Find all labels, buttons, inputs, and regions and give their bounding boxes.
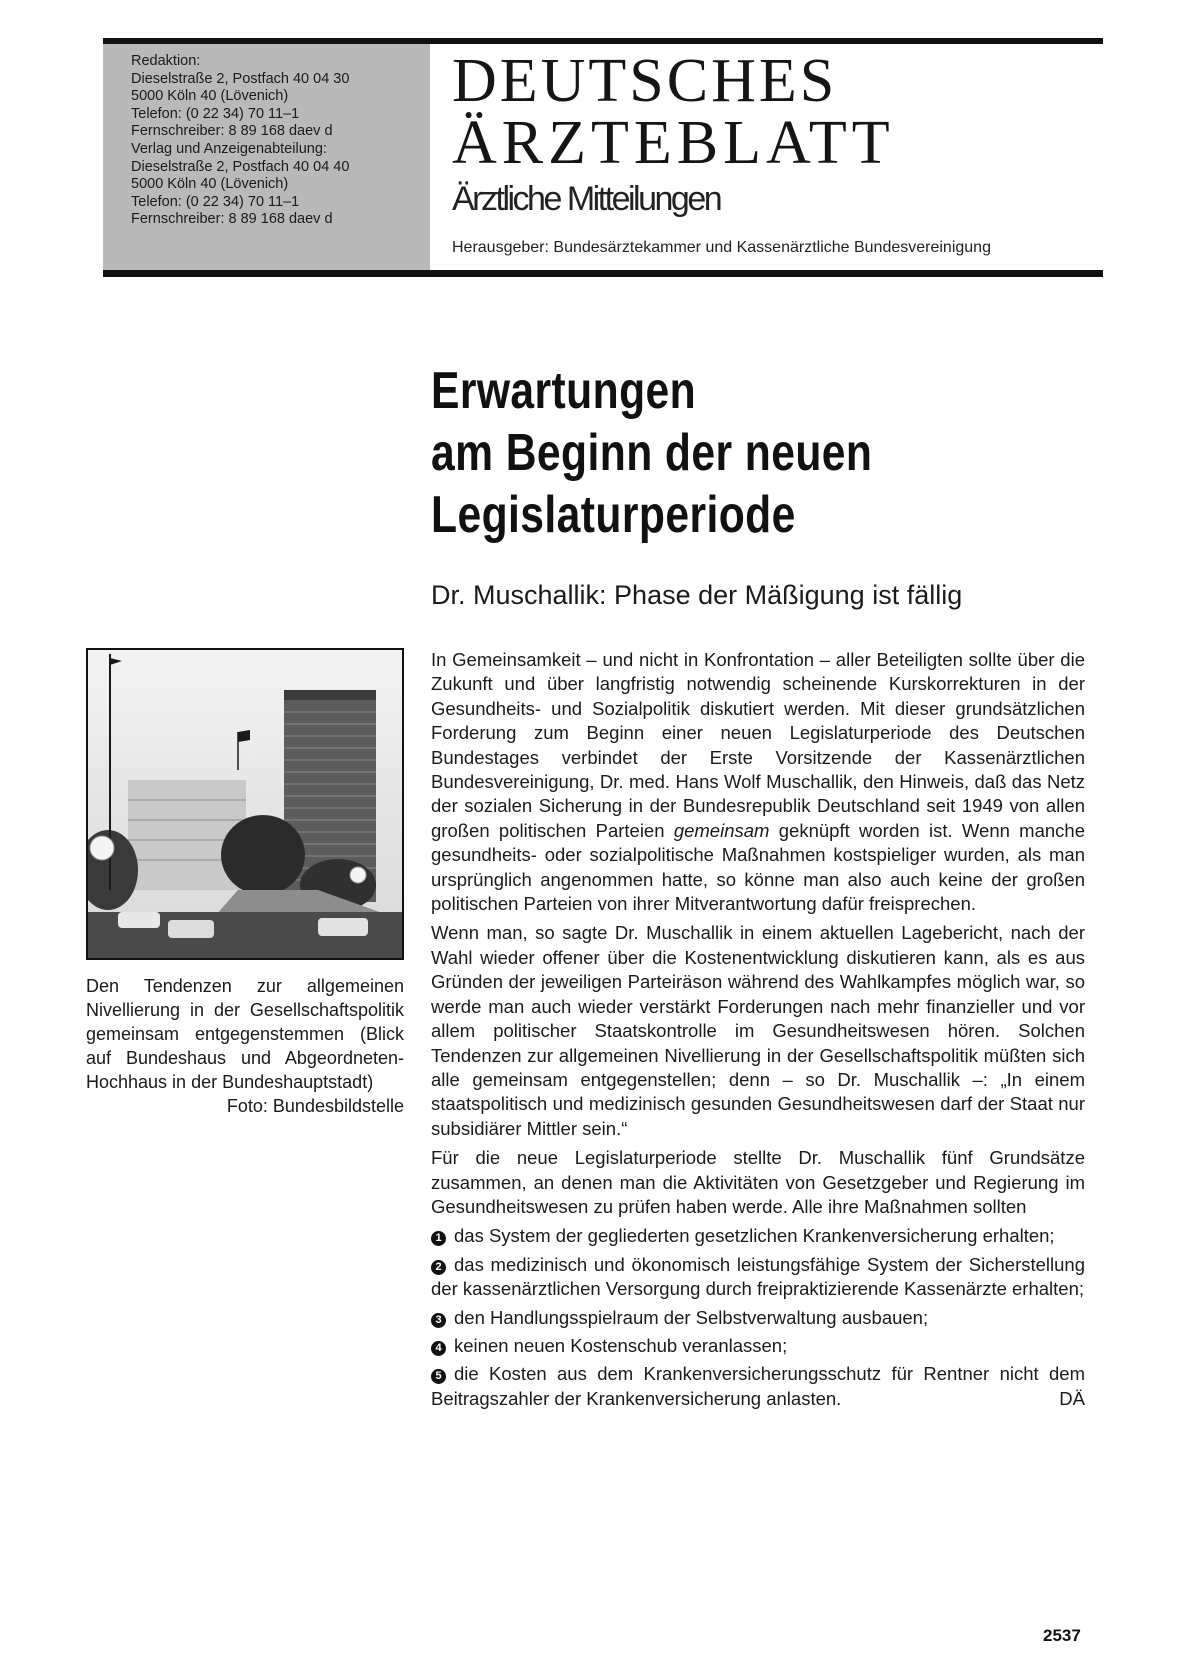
author-signature: DÄ [1059,1387,1085,1409]
address-line: Dieselstraße 2, Postfach 40 04 30 [131,70,350,87]
paragraph: Wenn man, so sagte Dr. Muschallik in einem aktuellen Lagebericht, nach der Wahl wieder offener über die Kostenentwicklung diskutieren kann, als es aus Gründen der jeweiligen Parteiräson während des Wahlkampfes möglich war, so werde man auch wieder verstärkt Forderungen nach mehr finanzieller und vor allem politischer Staatskontrolle im Gesundheitswesen hören. Solchen Tendenzen zur allgemeinen Nivellierung in der Gesellschaftspolitik müßten sich alle gemeinsam entgegenstellen; denn – so Dr. Muschallik –: „In einem staatspolitisch und medizinisch gesunden Gesundheitswesen darf der Staat nur subsidiärer Mittler sein.“ [431,922,1085,1139]
list-number-badge: 4 [431,1341,446,1356]
address-line: Telefon: (0 22 34) 70 11–1 [131,105,300,122]
address-line: Fernschreiber: 8 89 168 daev d [131,211,333,228]
list-item [431,1306,1085,1330]
journal-subtitle: Ärztliche Mitteilungen [452,180,721,218]
journal-title [452,47,1112,177]
headline-line: am Beginn der neuen [431,424,873,482]
paragraph-text: In Gemeinsamkeit – und nicht in Konfrontation – aller Beteiligten sollte über die Zukunft und über langfristig notwendig scheinende Kurskorrekturen in der Gesundheits- und Sozialpolitik diskutiert werden. Mit dieser grundsätzlichen Forderung zum Beginn einer neuen Legislaturperiode des Deutschen Bundestages verbindet der Erste Vorsitzende der Kassenärztlichen Bundesvereinigung, Dr. med. Hans Wolf Muschallik, den Hinweis, daß das Netz der sozialen Sicherung in der Bundesrepublik Deutschland seit 1949 von allen großen politischen Parteien [431,649,1085,841]
address-line: Verlag und Anzeigenabteilung: [131,140,327,157]
paragraph: Für die neue Legislaturperiode stellte Dr. Muschallik fünf Grundsätze zusammen, an denen man die Aktivitäten von Gesetzgeber und Regierung im Gesundheitswesen zu prüfen haben werde. Alle ihre Maßnahmen sollten [431,1147,1085,1217]
address-line: 5000 Köln 40 (Lövenich) [131,176,289,193]
list-item-text: die Kosten aus dem Krankenversicherungsschutz für Rentner nicht dem Beitragszahler der Krankenversicherung anlasten. [431,1363,1085,1409]
paragraph-text: geknüpft worden ist. Wenn manche gesundheits- oder sozialpolitische Maßnahmen kostspieliger wurden, als man ursprünglich angenommen hatte, so könne man also auch keine der großen politischen Parteien von ihrer Mitverantwortung dafür freisprechen. [431,819,1086,915]
list-item-text: das System der gegliederten gesetzlichen Krankenversicherung erhalten; [454,1225,1055,1247]
list-item [431,1362,1085,1411]
address-line: Telefon: (0 22 34) 70 11–1 [131,193,300,210]
headline-line: Erwartungen [431,362,697,420]
address-line: Redaktion: [131,53,201,69]
masthead-bottom-rule [103,270,1103,277]
address-line: 5000 Köln 40 (Lövenich) [131,88,289,105]
list-item [431,1224,1085,1248]
article-subheadline: Dr. Muschallik: Phase der Mäßigung ist fällig [431,580,963,610]
list-item [431,1334,1085,1358]
publisher-line: Herausgeber: Bundesärztekammer und Kassenärztliche Bundesvereinigung [452,239,991,256]
article-headline [431,360,939,546]
emphasis-text: gemeinsam [673,819,770,841]
list-item-text: das medizinisch und ökonomisch leistungsfähige System der Sicherstellung der kassenärztlichen Versorgung durch freipraktizierende Kassenärzte erhalten; [431,1253,1085,1300]
list-item [431,1253,1085,1302]
list-item-text: den Handlungsspielraum der Selbstverwaltung ausbauen; [454,1306,929,1328]
paragraph [431,648,1085,916]
list-item-text: keinen neuen Kostenschub veranlassen; [454,1334,788,1356]
photo-credit: Foto: Bundesbildstelle [226,1096,404,1116]
photo-bundeshaus-illustration [88,650,402,958]
list-number-badge: 2 [431,1260,446,1275]
article-body [431,648,1085,1415]
list-number-badge: 5 [431,1369,446,1384]
address-line: Dieselstraße 2, Postfach 40 04 40 [131,158,350,175]
address-line: Fernschreiber: 8 89 168 daev d [131,123,333,140]
journal-title-line-1: DEUTSCHES [452,47,838,115]
list-number-badge: 3 [431,1313,446,1328]
masthead-address-box [103,44,430,270]
list-number-badge: 1 [431,1231,446,1246]
page-number: 2537 [1043,1626,1081,1645]
journal-title-line-2: ÄRZTEBLATT [452,109,895,177]
photo-caption [86,974,404,1118]
caption-text: Den Tendenzen zur allgemeinen Nivellierung in der Gesellschaftspolitik gemeinsam entgegenstemmen (Blick auf Bundeshaus und Abgeordneten-Hochhaus in der Bundeshauptstadt) [86,976,404,1092]
article-photo [86,648,404,960]
headline-line: Legislaturperiode [431,486,796,544]
